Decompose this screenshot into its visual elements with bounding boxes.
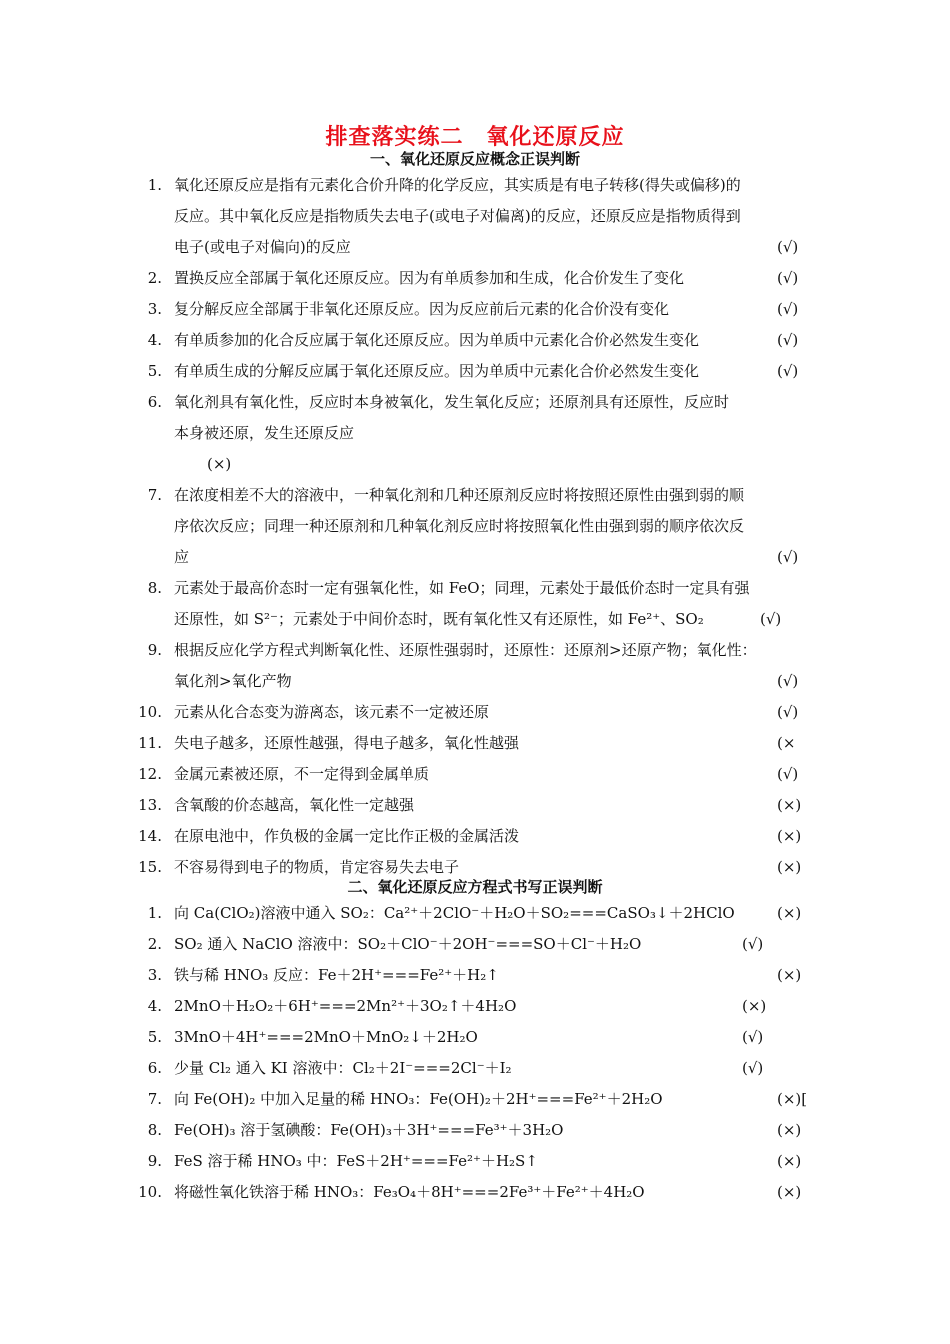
- item-number: 11.: [138, 734, 162, 752]
- item-number: 7.: [147, 486, 162, 504]
- answer-mark: (√): [760, 610, 782, 628]
- list-item: [0, 790, 950, 821]
- item-number: 9.: [147, 641, 162, 659]
- item-number: 1.: [147, 904, 162, 922]
- item-number: 10.: [138, 703, 162, 721]
- answer-mark: (√): [742, 1028, 764, 1046]
- list-item: [0, 821, 950, 852]
- answer-mark: (×): [777, 1121, 802, 1139]
- item-text-line: 元素处于最高价态时一定有强氧化性，如 FeO；同理，元素处于最低价态时一定具有强: [174, 579, 750, 597]
- equation-text: 向 Ca(ClO₂)溶液中通入 SO₂：Ca²⁺＋2ClO⁻＋H₂O＋SO₂===CaSO₃↓＋2HClO: [174, 904, 735, 922]
- answer-mark: (×): [777, 904, 802, 922]
- item-number: 4.: [147, 997, 162, 1015]
- answer-mark: (√): [777, 703, 799, 721]
- section-heading-1: 一、氧化还原反应概念正误判断: [369, 150, 580, 168]
- answer-mark: (√): [777, 765, 799, 783]
- section-heading-2: 二、氧化还原反应方程式书写正误判断: [347, 878, 603, 896]
- item-number: 12.: [138, 765, 162, 783]
- item-number: 3.: [147, 966, 162, 984]
- answer-mark: (√): [777, 672, 799, 690]
- item-number: 3.: [147, 300, 162, 318]
- answer-mark: (×): [777, 827, 802, 845]
- list-item: [0, 294, 950, 325]
- list-item: [0, 728, 950, 759]
- answer-mark: (√): [777, 269, 799, 287]
- answer-mark: (√): [777, 331, 799, 349]
- item-text-line: 在浓度相差不大的溶液中，一种氧化剂和几种还原剂反应时将按照还原性由强到弱的顺: [174, 486, 745, 504]
- item-text-line: 失电子越多，还原性越强，得电子越多，氧化性越强: [174, 734, 520, 752]
- item-text-line: 氧化剂具有氧化性，反应时本身被氧化，发生氧化反应；还原剂具有还原性，反应时: [174, 393, 730, 411]
- item-number: 5.: [147, 1028, 162, 1046]
- equation-text: 将磁性氧化铁溶于稀 HNO₃：Fe₃O₄＋8H⁺===2Fe³⁺＋Fe²⁺＋4H₂O: [174, 1183, 645, 1201]
- list-item: [0, 356, 950, 387]
- item-text-line: 氧化还原反应是指有元素化合价升降的化学反应，其实质是有电子转移(得失或偏移)的: [174, 176, 741, 194]
- list-item: [0, 759, 950, 790]
- item-text-line: 元素从化合态变为游离态，该元素不一定被还原: [174, 703, 490, 721]
- item-number: 7.: [147, 1090, 162, 1108]
- item-text-line: 根据反应化学方程式判断氧化性、还原性强弱时，还原性：还原剂>还原产物；氧化性：: [174, 641, 757, 659]
- answer-mark: (×): [777, 1152, 802, 1170]
- item-text-line: 置换反应全部属于氧化还原反应。因为有单质参加和生成，化合价发生了变化: [174, 269, 685, 287]
- list-item: [0, 929, 950, 960]
- item-number: 1.: [147, 176, 162, 194]
- answer-mark: (×): [777, 796, 802, 814]
- item-text-line: 含氧酸的价态越高，氧化性一定越强: [174, 796, 415, 814]
- answer-mark: (√): [742, 935, 764, 953]
- answer-mark: (×): [777, 966, 802, 984]
- equation-text: 向 Fe(OH)₂ 中加入足量的稀 HNO₃：Fe(OH)₂＋2H⁺===Fe²⁺＋2H₂O: [174, 1090, 663, 1108]
- list-item: [0, 1146, 950, 1177]
- equation-text: 3MnO＋4H⁺===2MnO＋MnO₂↓＋2H₂O: [174, 1028, 478, 1046]
- equation-text: FeS 溶于稀 HNO₃ 中：FeS＋2H⁺===Fe²⁺＋H₂S↑: [174, 1152, 538, 1170]
- item-text-line: 电子(或电子对偏向)的反应: [174, 238, 351, 256]
- item-number: 2.: [147, 935, 162, 953]
- list-item: [0, 1053, 950, 1084]
- item-number: 10.: [138, 1183, 162, 1201]
- item-number: 6.: [147, 1059, 162, 1077]
- list-item: [0, 480, 950, 573]
- list-item: [0, 635, 950, 697]
- list-item: [0, 325, 950, 356]
- list-item: [0, 960, 950, 991]
- list-item: [0, 1022, 950, 1053]
- item-text-line: 反应。其中氧化反应是指物质失去电子(或电子对偏离)的反应，还原反应是指物质得到: [174, 207, 741, 225]
- list-item: [0, 697, 950, 728]
- list-item: [0, 991, 950, 1022]
- answer-mark: (√): [777, 362, 799, 380]
- item-number: 6.: [147, 393, 162, 411]
- item-text-line: 序依次反应；同理一种还原剂和几种氧化剂反应时将按照氧化性由强到弱的顺序依次反: [174, 517, 745, 535]
- answer-mark: (√): [777, 300, 799, 318]
- answer-mark: (√): [777, 238, 799, 256]
- list-item: [0, 1177, 950, 1208]
- list-item: [0, 387, 950, 480]
- answer-mark: (√): [777, 548, 799, 566]
- answer-mark: (√): [742, 1059, 764, 1077]
- item-number: 13.: [138, 796, 162, 814]
- item-number: 9.: [147, 1152, 162, 1170]
- equation-text: SO₂ 通入 NaClO 溶液中：SO₂＋ClO⁻＋2OH⁻===SO＋Cl⁻＋H₂O: [174, 935, 642, 953]
- answer-mark: (×)[: [777, 1090, 808, 1108]
- item-text-line: 应: [174, 548, 190, 566]
- item-number: 8.: [147, 579, 162, 597]
- item-number: 2.: [147, 269, 162, 287]
- item-number: 4.: [147, 331, 162, 349]
- item-text-line: 有单质生成的分解反应属于氧化还原反应。因为单质中元素化合价必然发生变化: [174, 362, 700, 380]
- item-text-line: 复分解反应全部属于非氧化还原反应。因为反应前后元素的化合价没有变化: [174, 300, 670, 318]
- answer-mark: (×: [777, 734, 796, 752]
- equation-text: 少量 Cl₂ 通入 KI 溶液中：Cl₂＋2I⁻===2Cl⁻＋I₂: [174, 1059, 512, 1077]
- equation-text: Fe(OH)₃ 溶于氢碘酸：Fe(OH)₃＋3H⁺===Fe³⁺＋3H₂O: [174, 1121, 564, 1139]
- item-number: 8.: [147, 1121, 162, 1139]
- list-item: [0, 573, 950, 635]
- item-number: 14.: [138, 827, 162, 845]
- item-text-line: 本身被还原，发生还原反应: [174, 424, 355, 442]
- equation-text: 铁与稀 HNO₃ 反应：Fe＋2H⁺===Fe²⁺＋H₂↑: [174, 966, 499, 984]
- item-text-line: 氧化剂>氧化产物: [174, 672, 292, 690]
- answer-mark: (×): [207, 455, 232, 473]
- item-text-line: 在原电池中，作负极的金属一定比作正极的金属活泼: [174, 827, 520, 845]
- list-item: [0, 1115, 950, 1146]
- item-text-line: 还原性，如 S²⁻；元素处于中间价态时，既有氧化性又有还原性，如 Fe²⁺、SO₂: [174, 610, 704, 628]
- list-item: [0, 1084, 950, 1115]
- item-number: 15.: [138, 858, 162, 876]
- item-number: 5.: [147, 362, 162, 380]
- list-item: [0, 898, 950, 929]
- item-text-line: 有单质参加的化合反应属于氧化还原反应。因为单质中元素化合价必然发生变化: [174, 331, 700, 349]
- page-title: 排查落实练二 氧化还原反应: [325, 124, 625, 150]
- answer-mark: (×): [777, 858, 802, 876]
- item-text-line: 金属元素被还原，不一定得到金属单质: [174, 765, 430, 783]
- list-item: [0, 263, 950, 294]
- item-text-line: 不容易得到电子的物质，肯定容易失去电子: [174, 858, 460, 876]
- answer-mark: (×): [777, 1183, 802, 1201]
- equation-text: 2MnO＋H₂O₂＋6H⁺===2Mn²⁺＋3O₂↑＋4H₂O: [174, 997, 517, 1015]
- list-item: [0, 170, 950, 263]
- answer-mark: (×): [742, 997, 767, 1015]
